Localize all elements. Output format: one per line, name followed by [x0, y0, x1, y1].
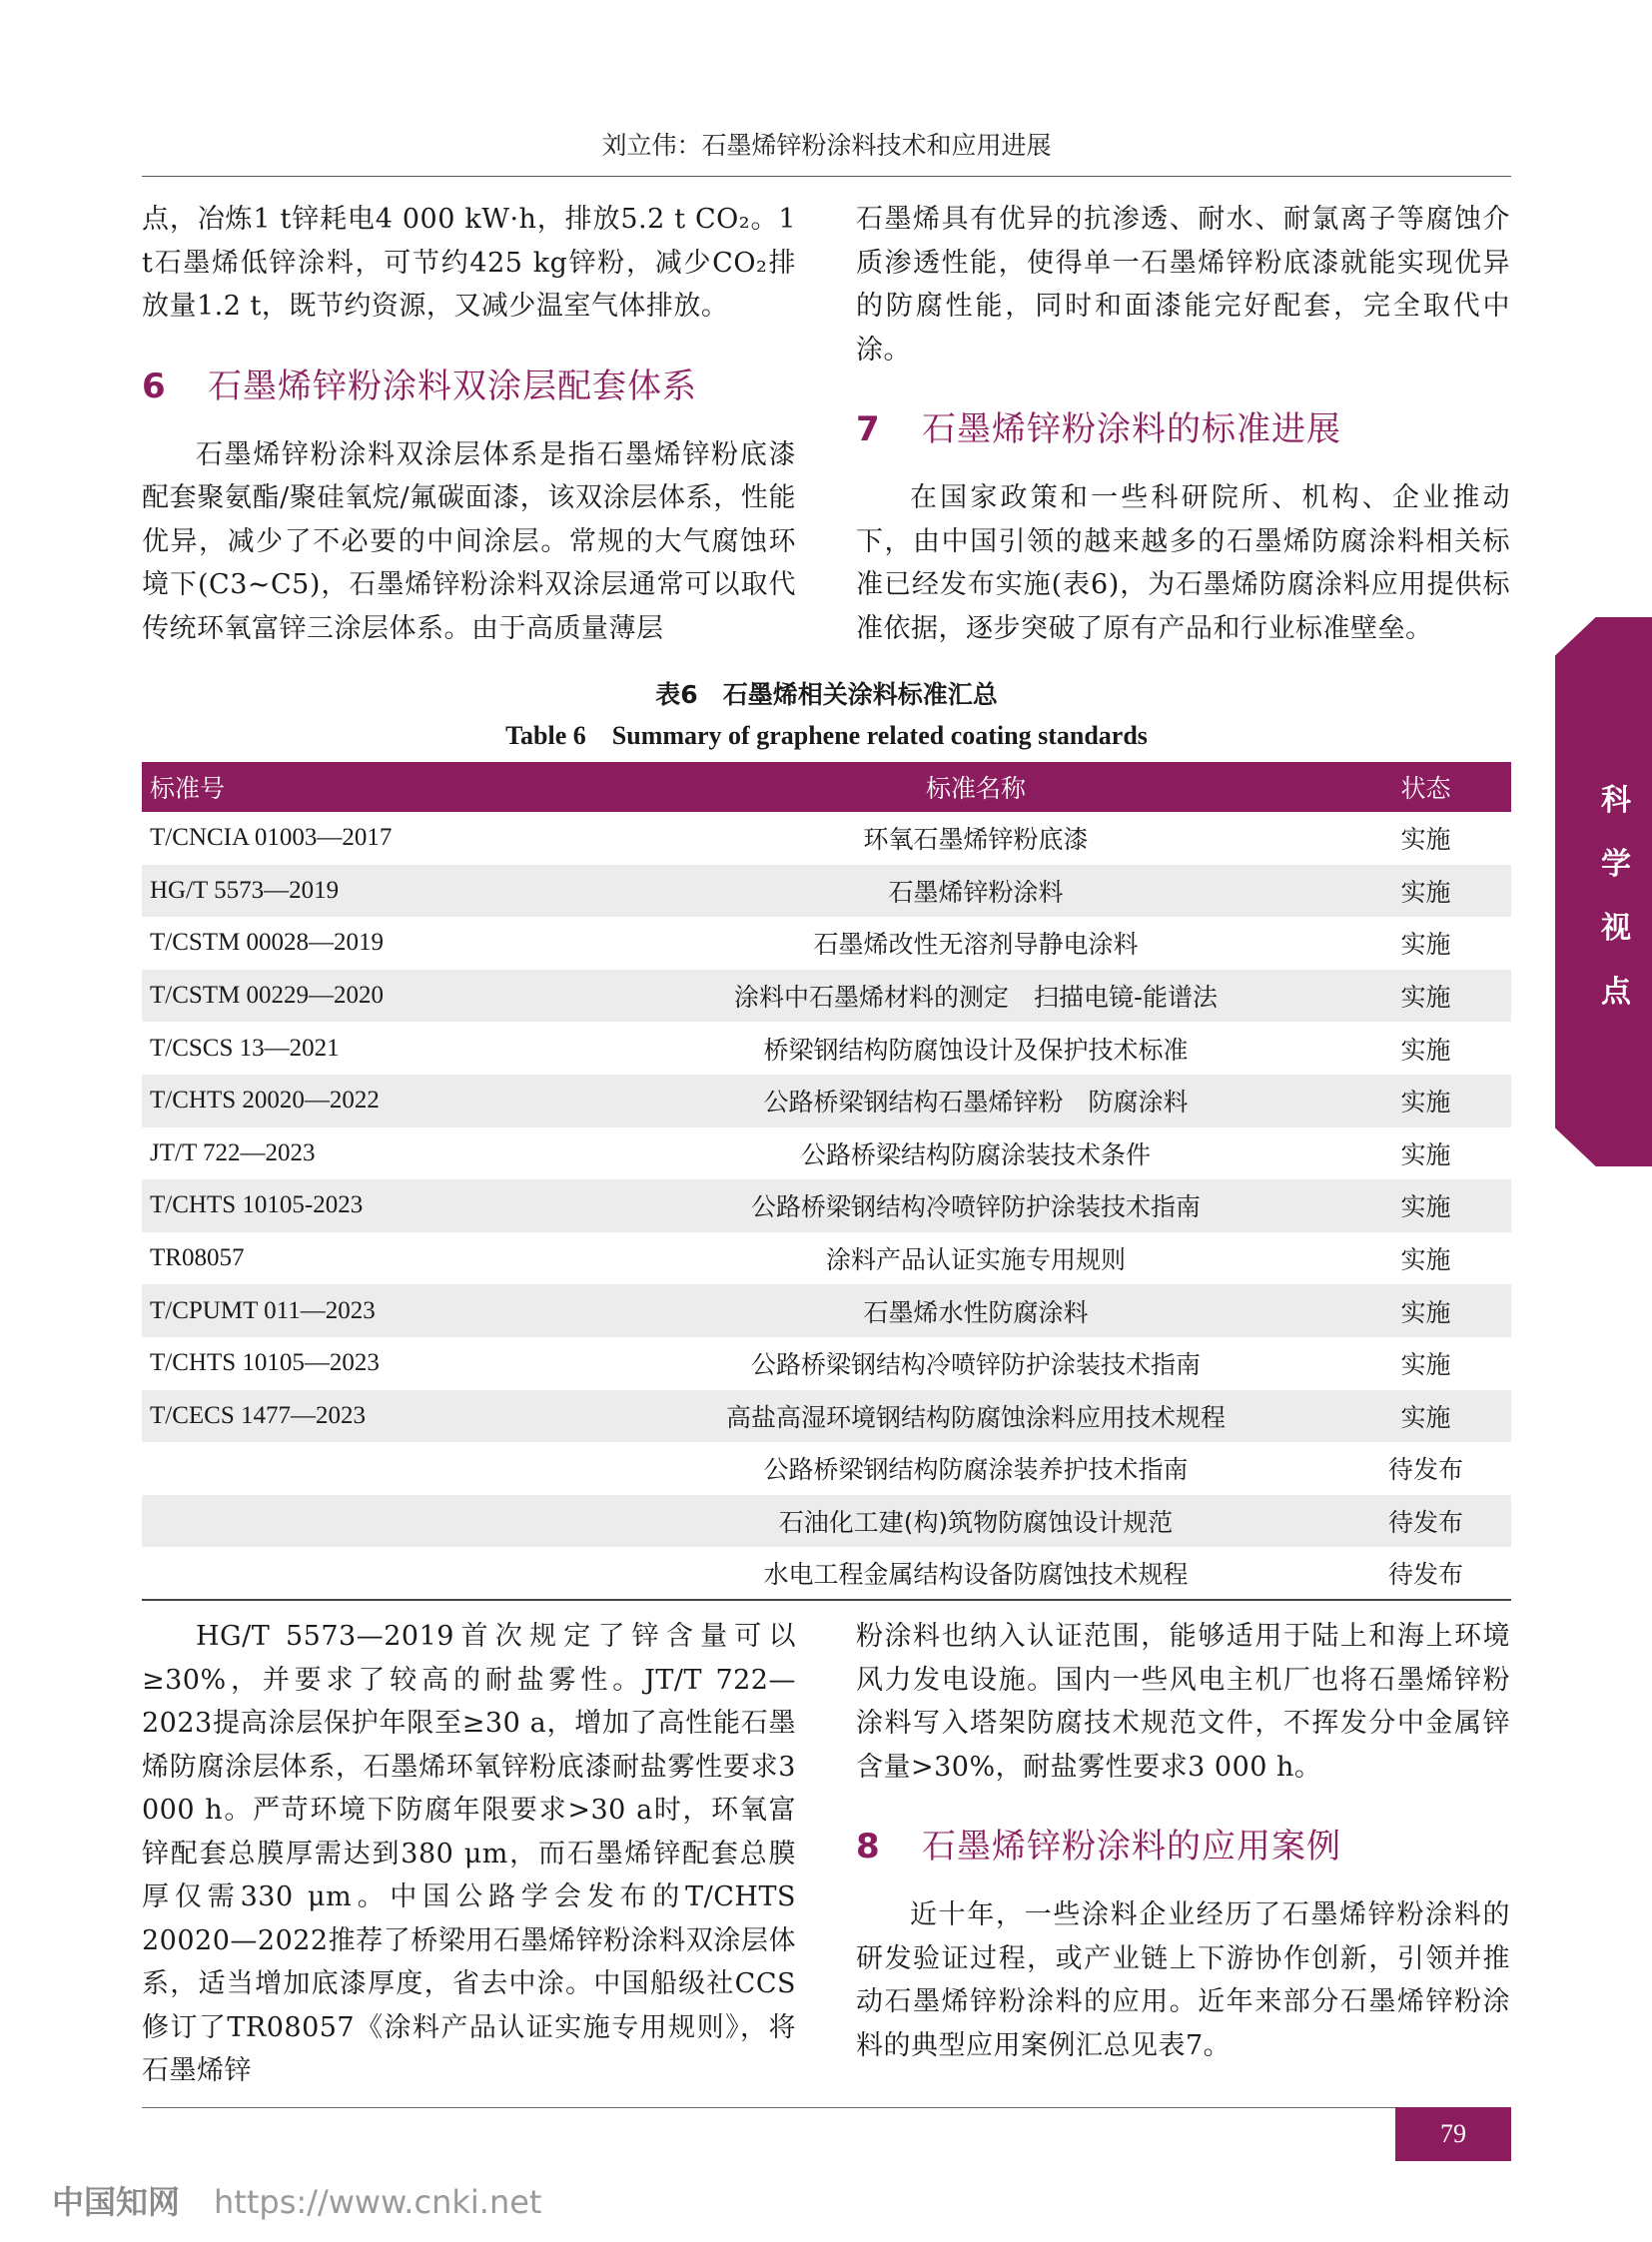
section-heading-7 [856, 401, 1510, 450]
running-header: 刘立伟：石墨烯锌粉涂料技术和应用进展 [142, 126, 1511, 177]
header-status: 状态 [1340, 762, 1511, 812]
table-row [142, 1022, 1511, 1075]
cell-code: T/CECS 1477—2023 [142, 1390, 611, 1443]
table-row [142, 1284, 1511, 1337]
table-caption-en: Table 6 Summary of graphene related coating standards [505, 721, 1148, 750]
cell-code: T/CHTS 10105—2023 [150, 1349, 380, 1377]
cell-name: 公路桥梁钢结构冷喷锌防护涂装技术指南 [750, 1350, 1201, 1380]
watermark-brand: 中国知网 [52, 2183, 181, 2221]
table-row [142, 1547, 1511, 1600]
cell-code: T/CHTS 20020—2022 [142, 1075, 611, 1127]
cell-status: 实施 [1340, 865, 1511, 918]
cell-status: 实施 [1340, 1075, 1511, 1127]
cell-status: 实施 [1340, 970, 1511, 1023]
section-number: 6 [142, 366, 167, 406]
table-row [142, 1179, 1511, 1232]
table-row [142, 917, 1511, 970]
cell-status: 待发布 [1387, 1560, 1463, 1590]
section-number: 7 [856, 409, 881, 449]
cell-status: 实施 [1340, 1390, 1511, 1443]
page-number: 79 [1395, 2107, 1511, 2161]
cell-name: 桥梁钢结构防腐蚀设计及保护技术标准 [763, 1035, 1189, 1065]
table-row [142, 1337, 1511, 1390]
cell-code: HG/T 5573—2019 [142, 865, 611, 918]
cell-code [142, 1442, 611, 1495]
cell-code: T/CNCIA 01003—2017 [150, 824, 393, 852]
paragraph: 粉涂料也纳入认证范围，能够适用于陆上和海上环境风力发电设施。国内一些风电主机厂也将石墨烯锌粉涂料写入塔架防腐技术规范文件，不挥发分中金属锌含量>30%，耐盐雾性要求3 000 h。 [856, 1621, 1510, 1783]
table-row [142, 1390, 1511, 1443]
watermark [52, 2177, 541, 2223]
cell-status: 待发布 [1387, 1455, 1463, 1485]
cell-code: TR08057 [150, 1244, 245, 1272]
footer-rule [142, 2107, 1511, 2108]
header-name: 标准名称 [611, 762, 1340, 812]
side-tab-char: 学 [1601, 847, 1631, 882]
cell-status: 实施 [1400, 930, 1451, 960]
cell-name: 石墨烯改性无溶剂导静电涂料 [813, 930, 1139, 960]
cell-name: 涂料产品认证实施专用规则 [825, 1245, 1126, 1275]
cell-code: T/CHTS 10105-2023 [142, 1179, 611, 1232]
standards-table [142, 762, 1511, 1601]
cell-status: 实施 [1340, 1284, 1511, 1337]
cell-code [142, 1547, 611, 1600]
cell-code: JT/T 722—2023 [150, 1138, 316, 1166]
cell-name: 涂料中石墨烯材料的测定 扫描电镜-能谱法 [611, 970, 1340, 1023]
cell-name: 公路桥梁钢结构石墨烯锌粉 防腐涂料 [611, 1075, 1340, 1127]
header-code: 标准号 [142, 762, 611, 812]
cell-name: 石墨烯锌粉涂料 [611, 865, 1340, 918]
cell-name: 高盐高湿环境钢结构防腐蚀涂料应用技术规程 [611, 1390, 1340, 1443]
cell-code: T/CPUMT 011—2023 [142, 1284, 611, 1337]
cell-code: T/CSTM 00028—2019 [150, 929, 385, 957]
cell-status: 实施 [1400, 1350, 1451, 1380]
paragraph: 在国家政策和一些科研院所、机构、企业推动下，由中国引领的越来越多的石墨烯防腐涂料相关标准已经发布实施(表6)，为石墨烯防腐涂料应用提供标准依据，逐步突破了原有产品和行业标准壁垒。 [856, 482, 1510, 644]
paragraph: 石墨烯锌粉涂料双涂层体系是指石墨烯锌粉底漆配套聚氨酯/聚硅氧烷/氟碳面漆，该双涂层体系，性能优异，减少了不必要的中间涂层。常规的大气腐蚀环境下(C3~C5)，石墨烯锌粉涂料双涂层通常可以取代传统环氧富锌三涂层体系。由于高质量薄层 [142, 438, 796, 644]
table-row [142, 812, 1511, 865]
cell-name: 环氧石墨烯锌粉底漆 [863, 825, 1089, 855]
section-heading-6 [142, 359, 796, 407]
cell-code: T/CSTM 00229—2020 [142, 970, 611, 1023]
table-row [142, 970, 1511, 1023]
cell-code [142, 1495, 611, 1548]
column-bottom-right [856, 1615, 1510, 2067]
side-tab-char: 科 [1601, 783, 1631, 818]
cell-status: 实施 [1400, 1245, 1451, 1275]
paragraph: 石墨烯具有优异的抗渗透、耐水、耐氯离子等腐蚀介质渗透性能，使得单一石墨烯锌粉底漆就能实现优异的防腐性能，同时和面漆能完好配套，完全取代中涂。 [856, 204, 1510, 366]
side-tab-label [1586, 769, 1646, 1025]
table-header-row [142, 762, 1511, 812]
cell-status: 实施 [1400, 1139, 1451, 1169]
table-row [142, 1232, 1511, 1285]
cell-name: 石油化工建(构)筑物防腐蚀设计规范 [611, 1495, 1340, 1548]
cell-name: 公路桥梁结构防腐涂装技术条件 [800, 1139, 1151, 1169]
table-row [142, 865, 1511, 918]
paragraph: 近十年，一些涂料企业经历了石墨烯锌粉涂料的研发验证过程，或产业链上下游协作创新，引领并推动石墨烯锌粉涂料的应用。近年来部分石墨烯锌粉涂料的典型应用案例汇总见表7。 [856, 1899, 1510, 2061]
paragraph: HG/T 5573—2019首次规定了锌含量可以≥30%，并要求了较高的耐盐雾性。JT/T 722—2023提高涂层保护年限至≥30 a，增加了高性能石墨烯防腐涂层体系，石墨烯环氧锌粉底漆耐盐雾性要求3 000 h。严苛环境下防腐年限要求>30 a时，环氧富锌配套总膜厚需达到380 μm，而石墨烯锌配套总膜厚仅需330 μm。中国公路学会发布的T/CHTS 20020—2022推荐了桥梁用石墨烯锌粉涂料双涂层体系，适当增加底漆厚度，省去中涂。中国船级社CCS修订了TR08057《涂料产品认证实施专用规则》，将石墨烯锌 [142, 1621, 796, 2086]
cell-status: 实施 [1400, 825, 1451, 855]
section-title: 石墨烯锌粉涂料的标准进展 [922, 409, 1341, 449]
section-heading-8 [856, 1819, 1510, 1868]
cell-name: 水电工程金属结构设备防腐蚀技术规程 [763, 1560, 1189, 1590]
side-tab-char: 点 [1601, 975, 1631, 1010]
cell-status: 实施 [1400, 1035, 1451, 1065]
cell-code: T/CSCS 13—2021 [150, 1034, 340, 1062]
cell-status: 待发布 [1340, 1495, 1511, 1548]
column-top-left [142, 198, 796, 650]
column-top-right [856, 198, 1510, 650]
cell-name: 公路桥梁钢结构防腐涂装养护技术指南 [763, 1455, 1189, 1485]
table-row [142, 1075, 1511, 1127]
table-row [142, 1442, 1511, 1495]
section-title: 石墨烯锌粉涂料的应用案例 [922, 1827, 1341, 1867]
cell-name: 石墨烯水性防腐涂料 [611, 1284, 1340, 1337]
section-number: 8 [856, 1827, 881, 1867]
paragraph: 点，冶炼1 t锌耗电4 000 kW·h，排放5.2 t CO₂。1 t石墨烯低锌涂料，可节约425 kg锌粉，减少CO₂排放量1.2 t，既节约资源，又减少温室气体排放。 [142, 204, 796, 322]
column-bottom-left [142, 1615, 796, 2093]
table-row [142, 1127, 1511, 1180]
watermark-url[interactable]: https://www.cnki.net [214, 2183, 542, 2221]
cell-name: 公路桥梁钢结构冷喷锌防护涂装技术指南 [611, 1179, 1340, 1232]
table-caption-zh: 表6 石墨烯相关涂料标准汇总 [655, 680, 998, 709]
section-title: 石墨烯锌粉涂料双涂层配套体系 [208, 366, 697, 406]
side-tab-char: 视 [1601, 911, 1631, 946]
cell-status: 实施 [1340, 1179, 1511, 1232]
table-row [142, 1495, 1511, 1548]
